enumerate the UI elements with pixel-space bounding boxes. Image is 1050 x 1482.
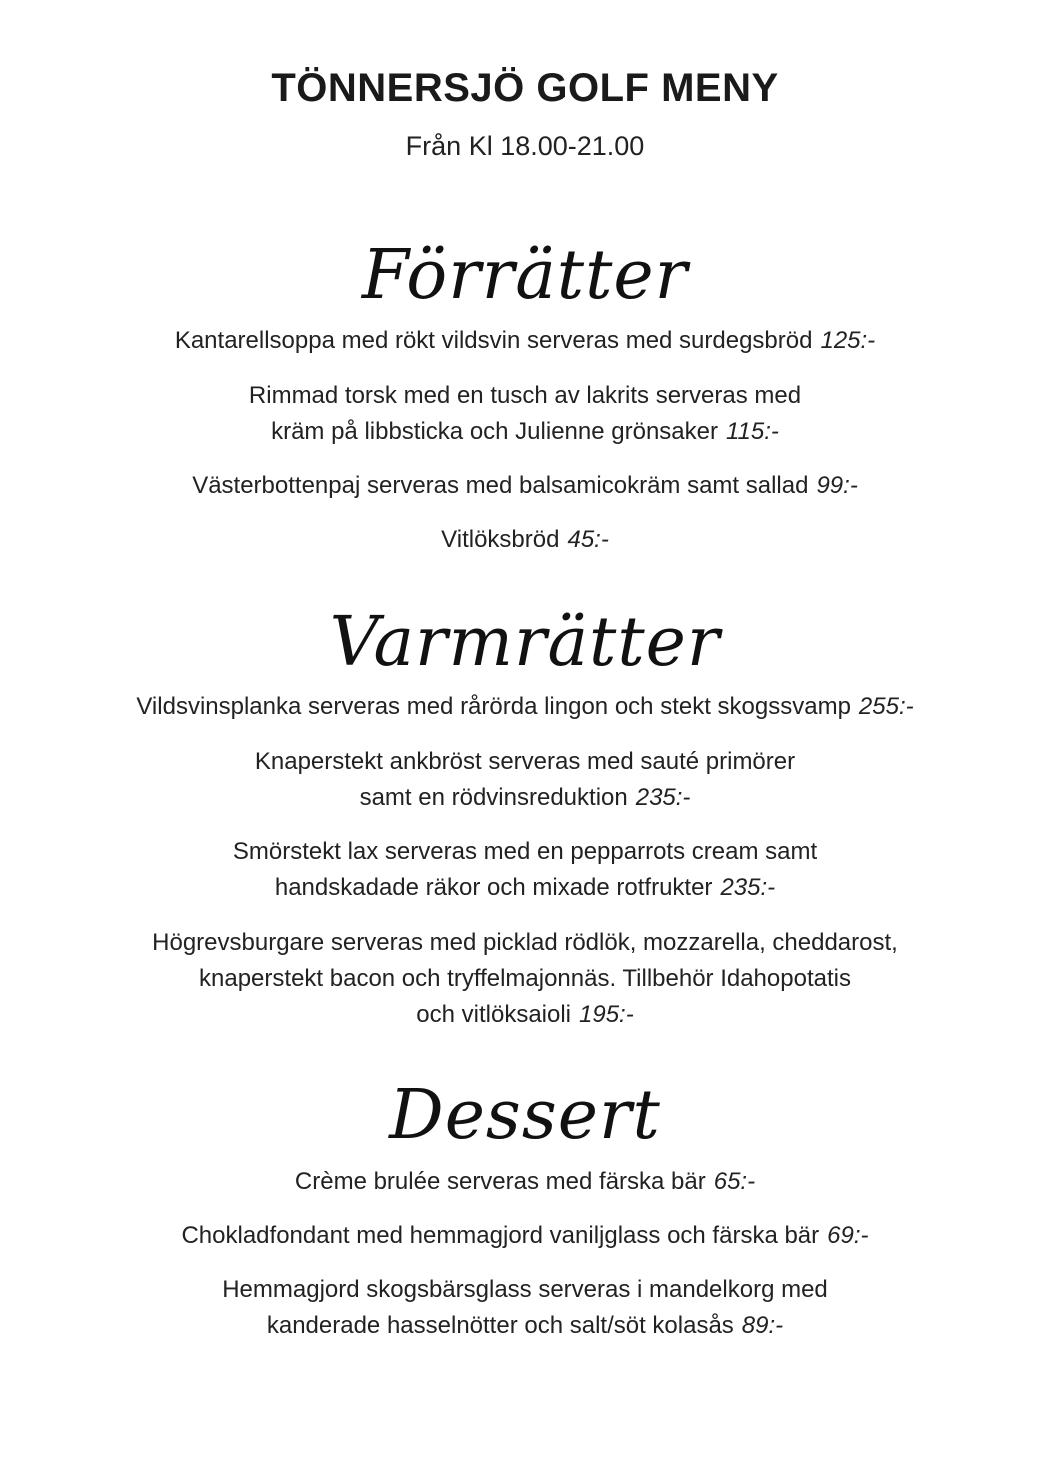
item-line: Knaperstekt ankbröst serveras med sauté primörer — [254, 748, 796, 775]
item-line: Högrevsburgare serveras med picklad rödlök, mozzarella, cheddarost, — [152, 929, 898, 956]
item-price: 125:- — [820, 327, 876, 354]
item-text: och vitlöksaioli — [416, 1001, 572, 1028]
item-text: handskadade räkor och mixade rotfrukter — [274, 874, 713, 901]
item-line — [40, 414, 1010, 450]
item-line — [40, 870, 1010, 906]
section-heading-forratter: Förrätter — [361, 236, 689, 315]
section-heading-varmratter: Varmrätter — [329, 603, 721, 682]
item-text: Chokladfondant med hemmagjord vaniljglass och färska bär — [181, 1222, 820, 1249]
menu-item — [40, 834, 1010, 906]
item-line: Smörstekt lax serveras med en pepparrots cream samt — [232, 838, 818, 865]
item-text: Kantarellsoppa med rökt vildsvin serveras med surdegsbröd — [174, 327, 813, 354]
item-line — [40, 1308, 1010, 1344]
item-line — [40, 522, 1010, 558]
item-text: kanderade hasselnötter och salt/söt kolasås — [266, 1312, 734, 1339]
item-text: samt en rödvinsreduktion — [359, 784, 628, 811]
menu-item — [40, 1164, 1010, 1200]
menu-item — [40, 468, 1010, 504]
menu-item — [40, 689, 1010, 725]
menu-item — [40, 1218, 1010, 1254]
item-price: 195:- — [579, 1001, 634, 1028]
item-line — [40, 1218, 1010, 1254]
item-price: 45:- — [567, 526, 609, 553]
opening-hours: Från Kl 18.00-21.00 — [405, 131, 645, 161]
item-text: Vitlöksbröd — [441, 526, 560, 553]
item-price: 69:- — [827, 1222, 869, 1249]
item-line: Hemmagjord skogsbärsglass serveras i mandelkorg med — [222, 1276, 828, 1303]
item-line — [40, 689, 1010, 725]
menu-item — [40, 925, 1010, 1033]
item-line — [40, 468, 1010, 504]
menu-title: TÖNNERSJÖ GOLF MENY — [271, 66, 779, 110]
item-price: 99:- — [816, 472, 858, 499]
item-price: 235:- — [720, 874, 776, 901]
item-price: 115:- — [725, 418, 779, 445]
menu-item — [40, 1272, 1010, 1344]
item-price: 255:- — [858, 693, 914, 720]
item-text: Crème brulée serveras med färska bär — [294, 1168, 706, 1195]
item-text: kräm på libbsticka och Julienne grönsaker — [271, 418, 718, 445]
item-price: 235:- — [635, 784, 691, 811]
item-text: Vildsvinsplanka serveras med rårörda lingon och stekt skogssvamp — [136, 693, 851, 720]
item-line — [40, 780, 1010, 816]
item-price: 89:- — [741, 1312, 784, 1339]
item-price: 65:- — [713, 1168, 756, 1195]
item-line: knaperstekt bacon och tryffelmajonnäs. Tillbehör Idahopotatis — [199, 965, 851, 992]
item-line: Rimmad torsk med en tusch av lakrits serveras med — [248, 382, 802, 409]
menu-item — [40, 378, 1010, 450]
item-line — [40, 323, 1010, 359]
menu-item — [40, 323, 1010, 359]
item-line — [40, 997, 1010, 1033]
section-heading-dessert: Dessert — [389, 1076, 661, 1155]
menu-item — [40, 522, 1010, 558]
item-line — [40, 1164, 1010, 1200]
item-text: Västerbottenpaj serveras med balsamicokräm samt sallad — [192, 472, 809, 499]
menu-item — [40, 744, 1010, 816]
